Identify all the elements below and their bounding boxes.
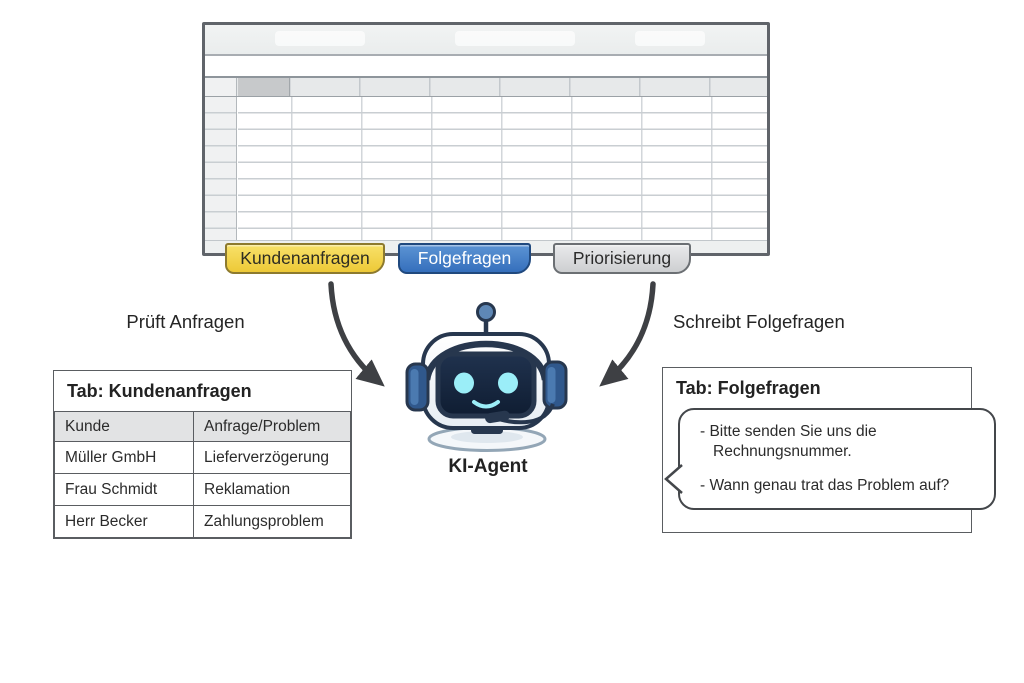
column-header-row <box>205 78 767 97</box>
panel-kundenanfragen-title: Tab: Kundenanfragen <box>67 381 252 401</box>
col-header-kunde: Kunde <box>55 412 194 442</box>
panel-folgefragen-title: Tab: Folgefragen <box>676 378 821 398</box>
corner-cell <box>205 78 237 96</box>
cell-anfrage: Zahlungsproblem <box>194 506 351 538</box>
cell-kunde: Müller GmbH <box>55 442 194 474</box>
curved-arrow-right <box>606 284 653 381</box>
cell-anfrage: Lieferverzögerung <box>194 442 351 474</box>
cell-kunde: Frau Schmidt <box>55 474 194 506</box>
row-header-column <box>205 97 237 240</box>
spreadsheet-window <box>202 22 770 256</box>
agent-label: KI-Agent <box>448 456 528 477</box>
sheet-tab-priorisierung[interactable]: Priorisierung <box>553 243 691 274</box>
sheet-tab-folgefragen[interactable]: Folgefragen <box>398 243 531 274</box>
ki-agent-robot-icon <box>405 300 571 452</box>
toolbar-ghost <box>275 31 365 46</box>
toolbar-ghost <box>635 31 705 46</box>
panel-folgefragen <box>662 367 972 533</box>
sheet-tab-kundenanfragen[interactable]: Kundenanfragen <box>225 243 385 274</box>
curved-arrow-left <box>331 284 378 381</box>
speech-bubble-tail-icon <box>664 464 683 494</box>
speech-bubble <box>678 408 996 510</box>
cell-anfrage: Reklamation <box>194 474 351 506</box>
formula-bar[interactable] <box>205 56 767 78</box>
right-arrow-label: Schreibt Folgefragen <box>673 311 845 332</box>
left-arrow-label: Prüft Anfragen <box>126 311 245 332</box>
col-header-anfrage: Anfrage/Problem <box>194 412 351 442</box>
panel-kundenanfragen <box>53 370 352 539</box>
cell-kunde: Herr Becker <box>55 506 194 538</box>
spreadsheet-toolbar <box>205 25 767 56</box>
table-row <box>55 442 351 474</box>
toolbar-ghost <box>455 31 575 46</box>
bubble-line: - Wann genau trat das Problem auf? <box>700 476 950 494</box>
table-row <box>55 474 351 506</box>
table-row <box>55 506 351 538</box>
sheet-body <box>205 97 767 240</box>
sheet-grid[interactable] <box>238 97 768 240</box>
bubble-line: Rechnungsnummer. <box>713 443 852 461</box>
selected-column-header[interactable] <box>238 78 290 96</box>
kundenanfragen-table <box>54 411 351 538</box>
bubble-line: - Bitte senden Sie uns die <box>700 423 877 440</box>
table-header-row <box>55 412 351 442</box>
